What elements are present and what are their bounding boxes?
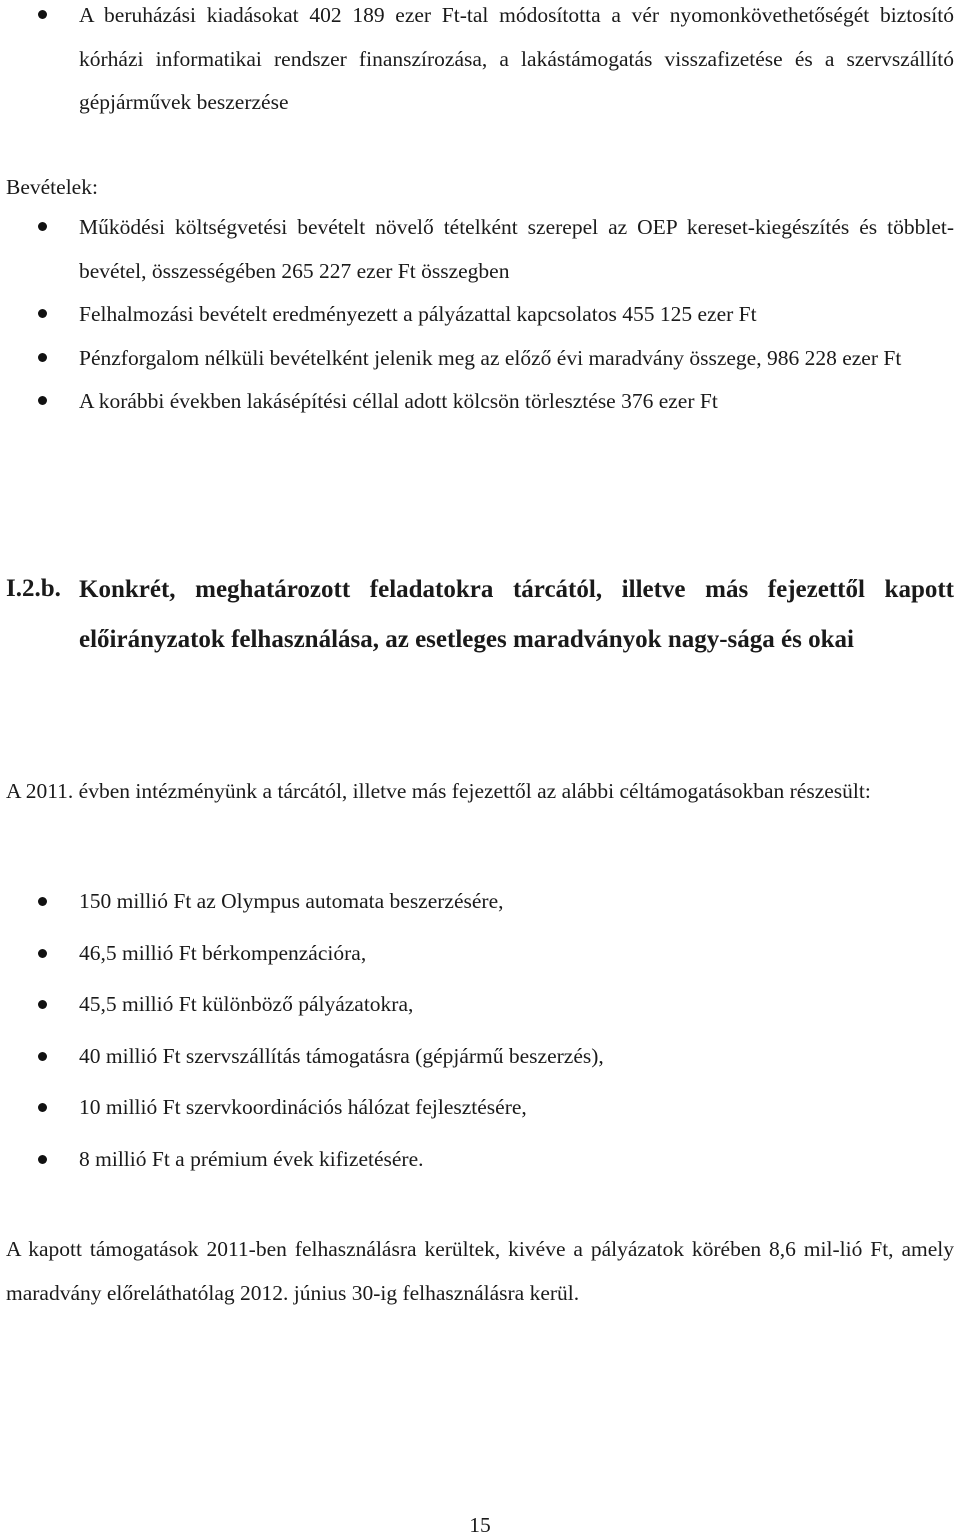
list-item-text: 10 millió Ft szervkoordinációs hálózat fejlesztésére, [79,1095,527,1119]
bullet-icon [38,396,47,405]
list-item [0,293,960,337]
list-item-text: 150 millió Ft az Olympus automata beszerzésére, [79,889,504,913]
revenue-list [0,206,960,424]
bullet-icon [38,222,47,231]
bullet-icon [38,353,47,362]
list-item-text: 40 millió Ft szervszállítás támogatásra (gépjármű beszerzés), [79,1043,604,1068]
list-item [0,928,960,980]
list-item [0,979,960,1031]
section-number: I.2.b. [6,575,61,602]
list-item-text: Felhalmozási bevételt eredményezett a pályázattal kapcsolatos 455 125 ezer Ft [79,302,757,326]
bullet-icon [38,949,47,958]
bullet-icon [38,309,47,318]
list-item-text: 46,5 millió Ft bérkompenzációra, [79,940,367,965]
list-item [0,1031,960,1083]
bullet-icon [38,1052,47,1061]
bullet-icon [38,10,47,19]
list-item-text: Működési költségvetési bevételt növelő tételként szerepel az OEP kereset-kiegészítés és többlet-bevétel, összességében 265 227 ezer Ft összegben [79,215,954,283]
section-title: Konkrét, meghatározott feladatokra tárcától, illetve más fejezettől kapott előirányzatok felhasználása, az esetleges maradványok nagy-sága és okai [79,576,954,653]
list-item [0,876,960,928]
intro-paragraph: A 2011. évben intézményünk a tárcától, illetve más fejezettől az alábbi céltámogatásokban részesült: [6,779,871,803]
list-item [0,1082,960,1134]
list-item-text: Pénzforgalom nélküli bevételként jelenik meg az előző évi maradvány összege, 986 228 ezer Ft [79,345,902,370]
list-item [0,380,960,424]
list-item [0,0,960,125]
list-item-text: 8 millió Ft a prémium évek kifizetésére. [79,1146,424,1171]
investment-list [0,0,960,125]
revenue-heading: Bevételek: [6,175,98,199]
bullet-icon [38,897,47,906]
list-item-text: 45,5 millió Ft különböző pályázatokra, [79,992,414,1016]
bullet-icon [38,1155,47,1164]
list-item [0,206,960,293]
list-item [0,1134,960,1186]
support-list [0,876,960,1185]
closing-paragraph: A kapott támogatások 2011-ben felhasználásra kerültek, kivéve a pályázatok körében 8,6 mil-lió Ft, amely maradvány előreláthatólag 2012. június 30-ig felhasználásra kerül. [6,1237,954,1305]
bullet-icon [38,1000,47,1009]
list-item-text: A beruházási kiadásokat 402 189 ezer Ft-tal módosította a vér nyomonkövethetőségét biztosító kórházi informatikai rendszer finanszírozása, a lakástámogatás visszafizetése és a szervszállító gépjárművek beszerzése [79,3,954,114]
list-item [0,337,960,381]
page-number: 15 [469,1513,491,1537]
bullet-icon [38,1103,47,1112]
list-item-text: A korábbi években lakásépítési céllal adott kölcsön törlesztése 376 ezer Ft [79,389,718,413]
